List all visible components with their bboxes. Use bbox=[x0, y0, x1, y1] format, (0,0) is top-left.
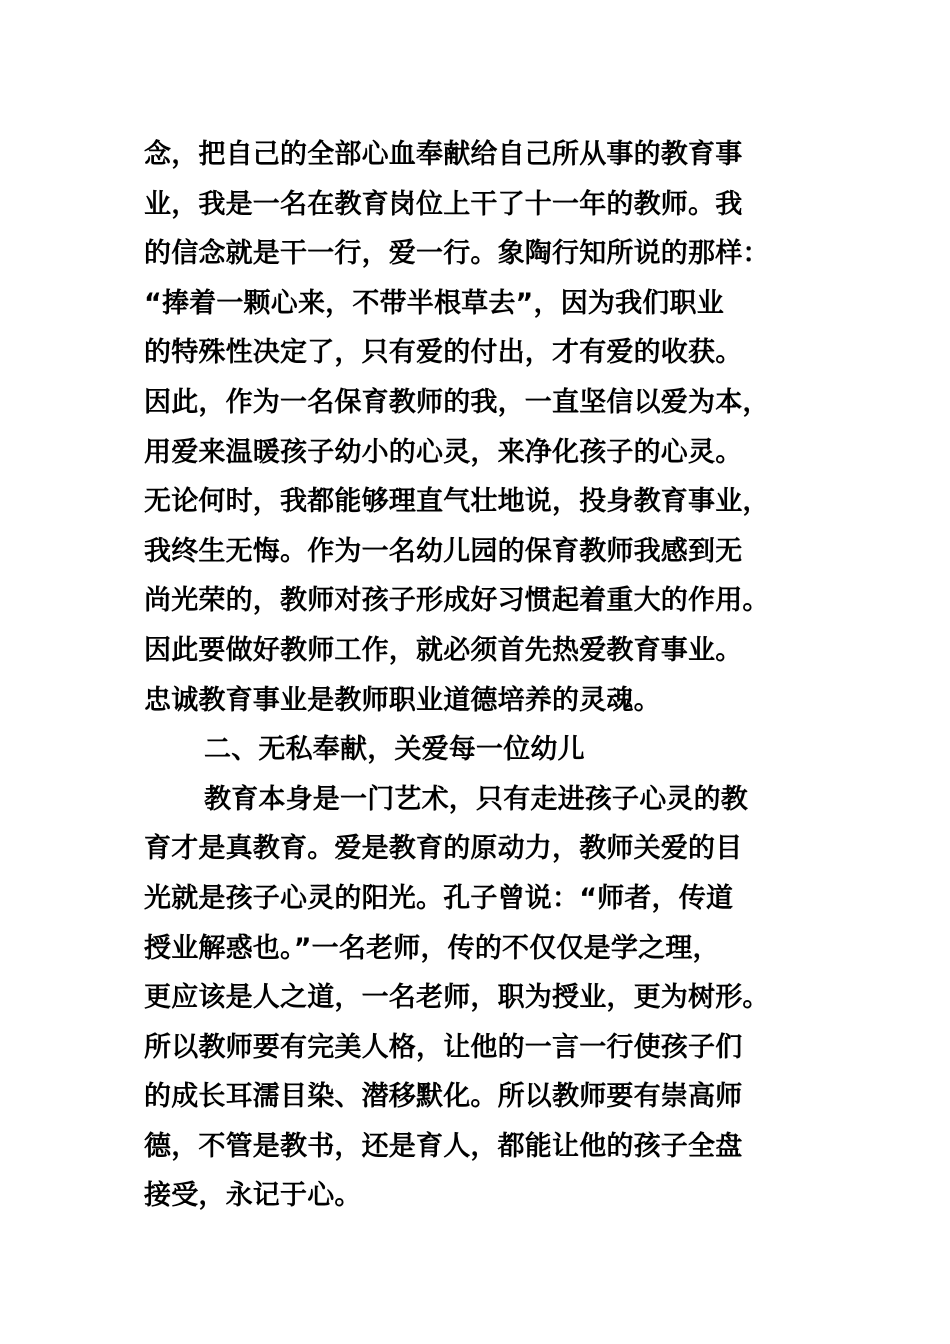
text-line: 尚光荣的，教师对孩子形成好习惯起着重大的作用。 bbox=[144, 585, 770, 617]
text-line: 接受，永记于心。 bbox=[144, 1180, 362, 1212]
text-line: 光就是孩子心灵的阳光。孔子曾说：“师者，传道 bbox=[144, 882, 734, 914]
text-line: 的信念就是干一行，爱一行。象陶行知所说的那样： bbox=[144, 238, 770, 270]
text-line: 无论何时，我都能够理直气壮地说，投身教育事业， bbox=[144, 486, 770, 518]
text-line: 因此，作为一名保育教师的我，一直坚信以爱为本， bbox=[144, 386, 770, 418]
text-line: 念，把自己的全部心血奉献给自己所从事的教育事 bbox=[144, 139, 743, 170]
paragraph-continued bbox=[144, 130, 824, 725]
section-heading: 二、无私奉献，关爱每一位幼儿 bbox=[204, 734, 585, 766]
text-line: 忠诚教育事业是教师职业道德培养的灵魂。 bbox=[144, 684, 661, 716]
document-body bbox=[144, 130, 824, 1221]
text-line: 的特殊性决定了，只有爱的付出，才有爱的收获。 bbox=[144, 337, 743, 369]
text-line: 所以教师要有完美人格，让他的一言一行使孩子们 bbox=[144, 1031, 743, 1063]
text-line: 因此要做好教师工作，就必须首先热爱教育事业。 bbox=[144, 634, 743, 666]
text-line: 我终生无悔。作为一名幼儿园的保育教师我感到无 bbox=[144, 535, 743, 567]
text-line: 更应该是人之道，一名老师，职为授业，更为树形。 bbox=[144, 982, 770, 1014]
text-line: “捧着一颗心来，不带半根草去”，因为我们职业 bbox=[144, 287, 724, 319]
text-line: 业，我是一名在教育岗位上干了十一年的教师。我 bbox=[144, 188, 743, 220]
text-line: 德，不管是教书，还是育人，都能让他的孩子全盘 bbox=[144, 1130, 743, 1162]
text-line: 育才是真教育。爱是教育的原动力，教师关爱的目 bbox=[144, 833, 743, 865]
text-line: 授业解惑也。”一名老师，传的不仅仅是学之理， bbox=[144, 932, 720, 964]
paragraph-education-art bbox=[144, 775, 824, 1221]
text-line: 教育本身是一门艺术，只有走进孩子心灵的教 bbox=[204, 783, 748, 815]
text-line: 的成长耳濡目染、潜移默化。所以教师要有崇高师 bbox=[144, 1081, 743, 1113]
text-line: 用爱来温暖孩子幼小的心灵，来净化孩子的心灵。 bbox=[144, 436, 743, 468]
